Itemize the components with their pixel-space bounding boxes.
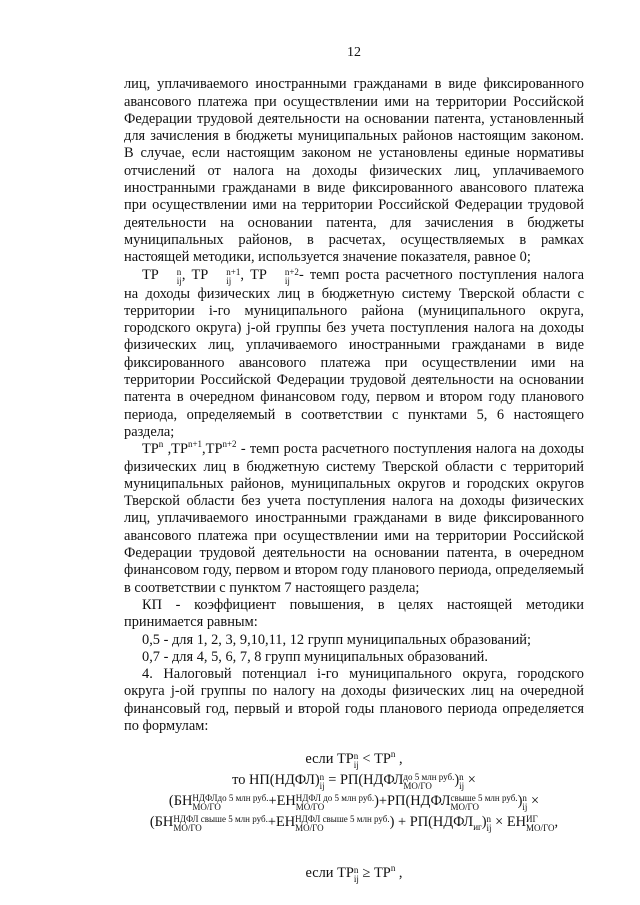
formula-line-2: (БН НДФЛдо 5 млн руб. МО/ГО +ЕН НДФЛ до 5 млн руб. МО/ГО )+РП(НДФЛ свыше 5 млн руб. МО/ГО ) n ij × — [168, 793, 540, 813]
paragraph-tp-ij — [124, 267, 584, 442]
paragraph-kp-07: 0,7 - для 4, 5, 6, 7, 8 групп муниципальных образований. — [142, 648, 488, 665]
formula-line-1: то НП(НДФЛ) n ij = РП(НДФЛ до 5 млн руб. МО/ГО ) n ij × — [232, 772, 476, 792]
paragraph-item-4: 4. Налоговый потенциал i-го муниципального округа, городского округа j-ой группы по налогу на доходы физических лиц на очередной финансовый год, первый и второй годы планового периода определяется по формулам: — [124, 666, 584, 734]
tp-symbols: $ТР^n$ $,ТР^{n+1},ТР^{n+2}$ — [142, 439, 237, 458]
paragraph-kp: КП - коэффициент повышения, в целях настоящей методики принимается равным: — [124, 596, 584, 631]
paragraph-tp-ij-text: - темп роста расчетного поступления налога на доходы физических лиц в бюджетную систему Тверской области с территории i-го муниципального района (муниципального округа, городского округа) j-ой группы без учета поступления налога на доходы физических лиц, уплачиваемого иностранными гражданами в виде фиксированного авансового платежа при осуществлении ими на территории Российской Федерации трудовой деятельности на основании патента в очередном финансовом году, первом и втором году планового периода, определяемый в соответствии с пунктами 5, 6 настоящего раздела; — [124, 266, 584, 440]
formula-condition-1: если ТР n ij < $ТР^n$ , — [305, 749, 403, 771]
formula-condition-2: если ТР n ij ≥ $ТР^n$ , — [305, 863, 403, 885]
formula-line-3: (БН НДФЛ свыше 5 млн руб. МО/ГО +ЕН НДФЛ свыше 5 млн руб. МО/ГО ) + $РП(НДФЛ_{иг})$ n ij × ЕН ИГ МО/ГО , — [149, 814, 559, 834]
paragraph-1: лиц, уплачиваемого иностранными гражданами в виде фиксированного авансового платежа при осуществлении ими на территории Российской Федерации трудовой деятельности на основании патента, установленный для зачисления в бюджеты муниципальных районов настоящим законом. В случае, если настоящим законом не установлены единые нормативы отчислений от налога на доходы физических лиц, уплачиваемого иностранными гражданами в виде фиксированного авансового платежа при осуществлении ими на территории Российской Федерации трудовой деятельности на основании патента, для зачисления в бюджеты муниципальных районов, в расчетах, осуществляемых в рамках настоящей методики, используется значение показателя, равное 0; — [124, 76, 584, 266]
tp-ij-symbols: ТР n ij , ТР n+1 ij , ТР n+2 ij — [142, 266, 299, 286]
page-number: 12 — [347, 45, 361, 60]
paragraph-tp-text: - темп роста расчетного поступления налога на доходы физических лиц в бюджетную систему Тверской области с территорий муниципальных районов, муниципальных округов и городских округов Тверской области без учета поступления налога на доходы физических лиц, уплачиваемого иностранными гражданами в виде фиксированного авансового платежа при осуществлении ими на территории Российской Федерации трудовой деятельности на основании патента, в очередном финансовом году, первом и втором году планового периода, определяемый в соответствии с пунктом 7 настоящего раздела; — [124, 441, 584, 596]
paragraph-tp — [124, 441, 584, 597]
paragraph-kp-05: 0,5 - для 1, 2, 3, 9,10,11, 12 групп муниципальных образований; — [142, 631, 532, 648]
